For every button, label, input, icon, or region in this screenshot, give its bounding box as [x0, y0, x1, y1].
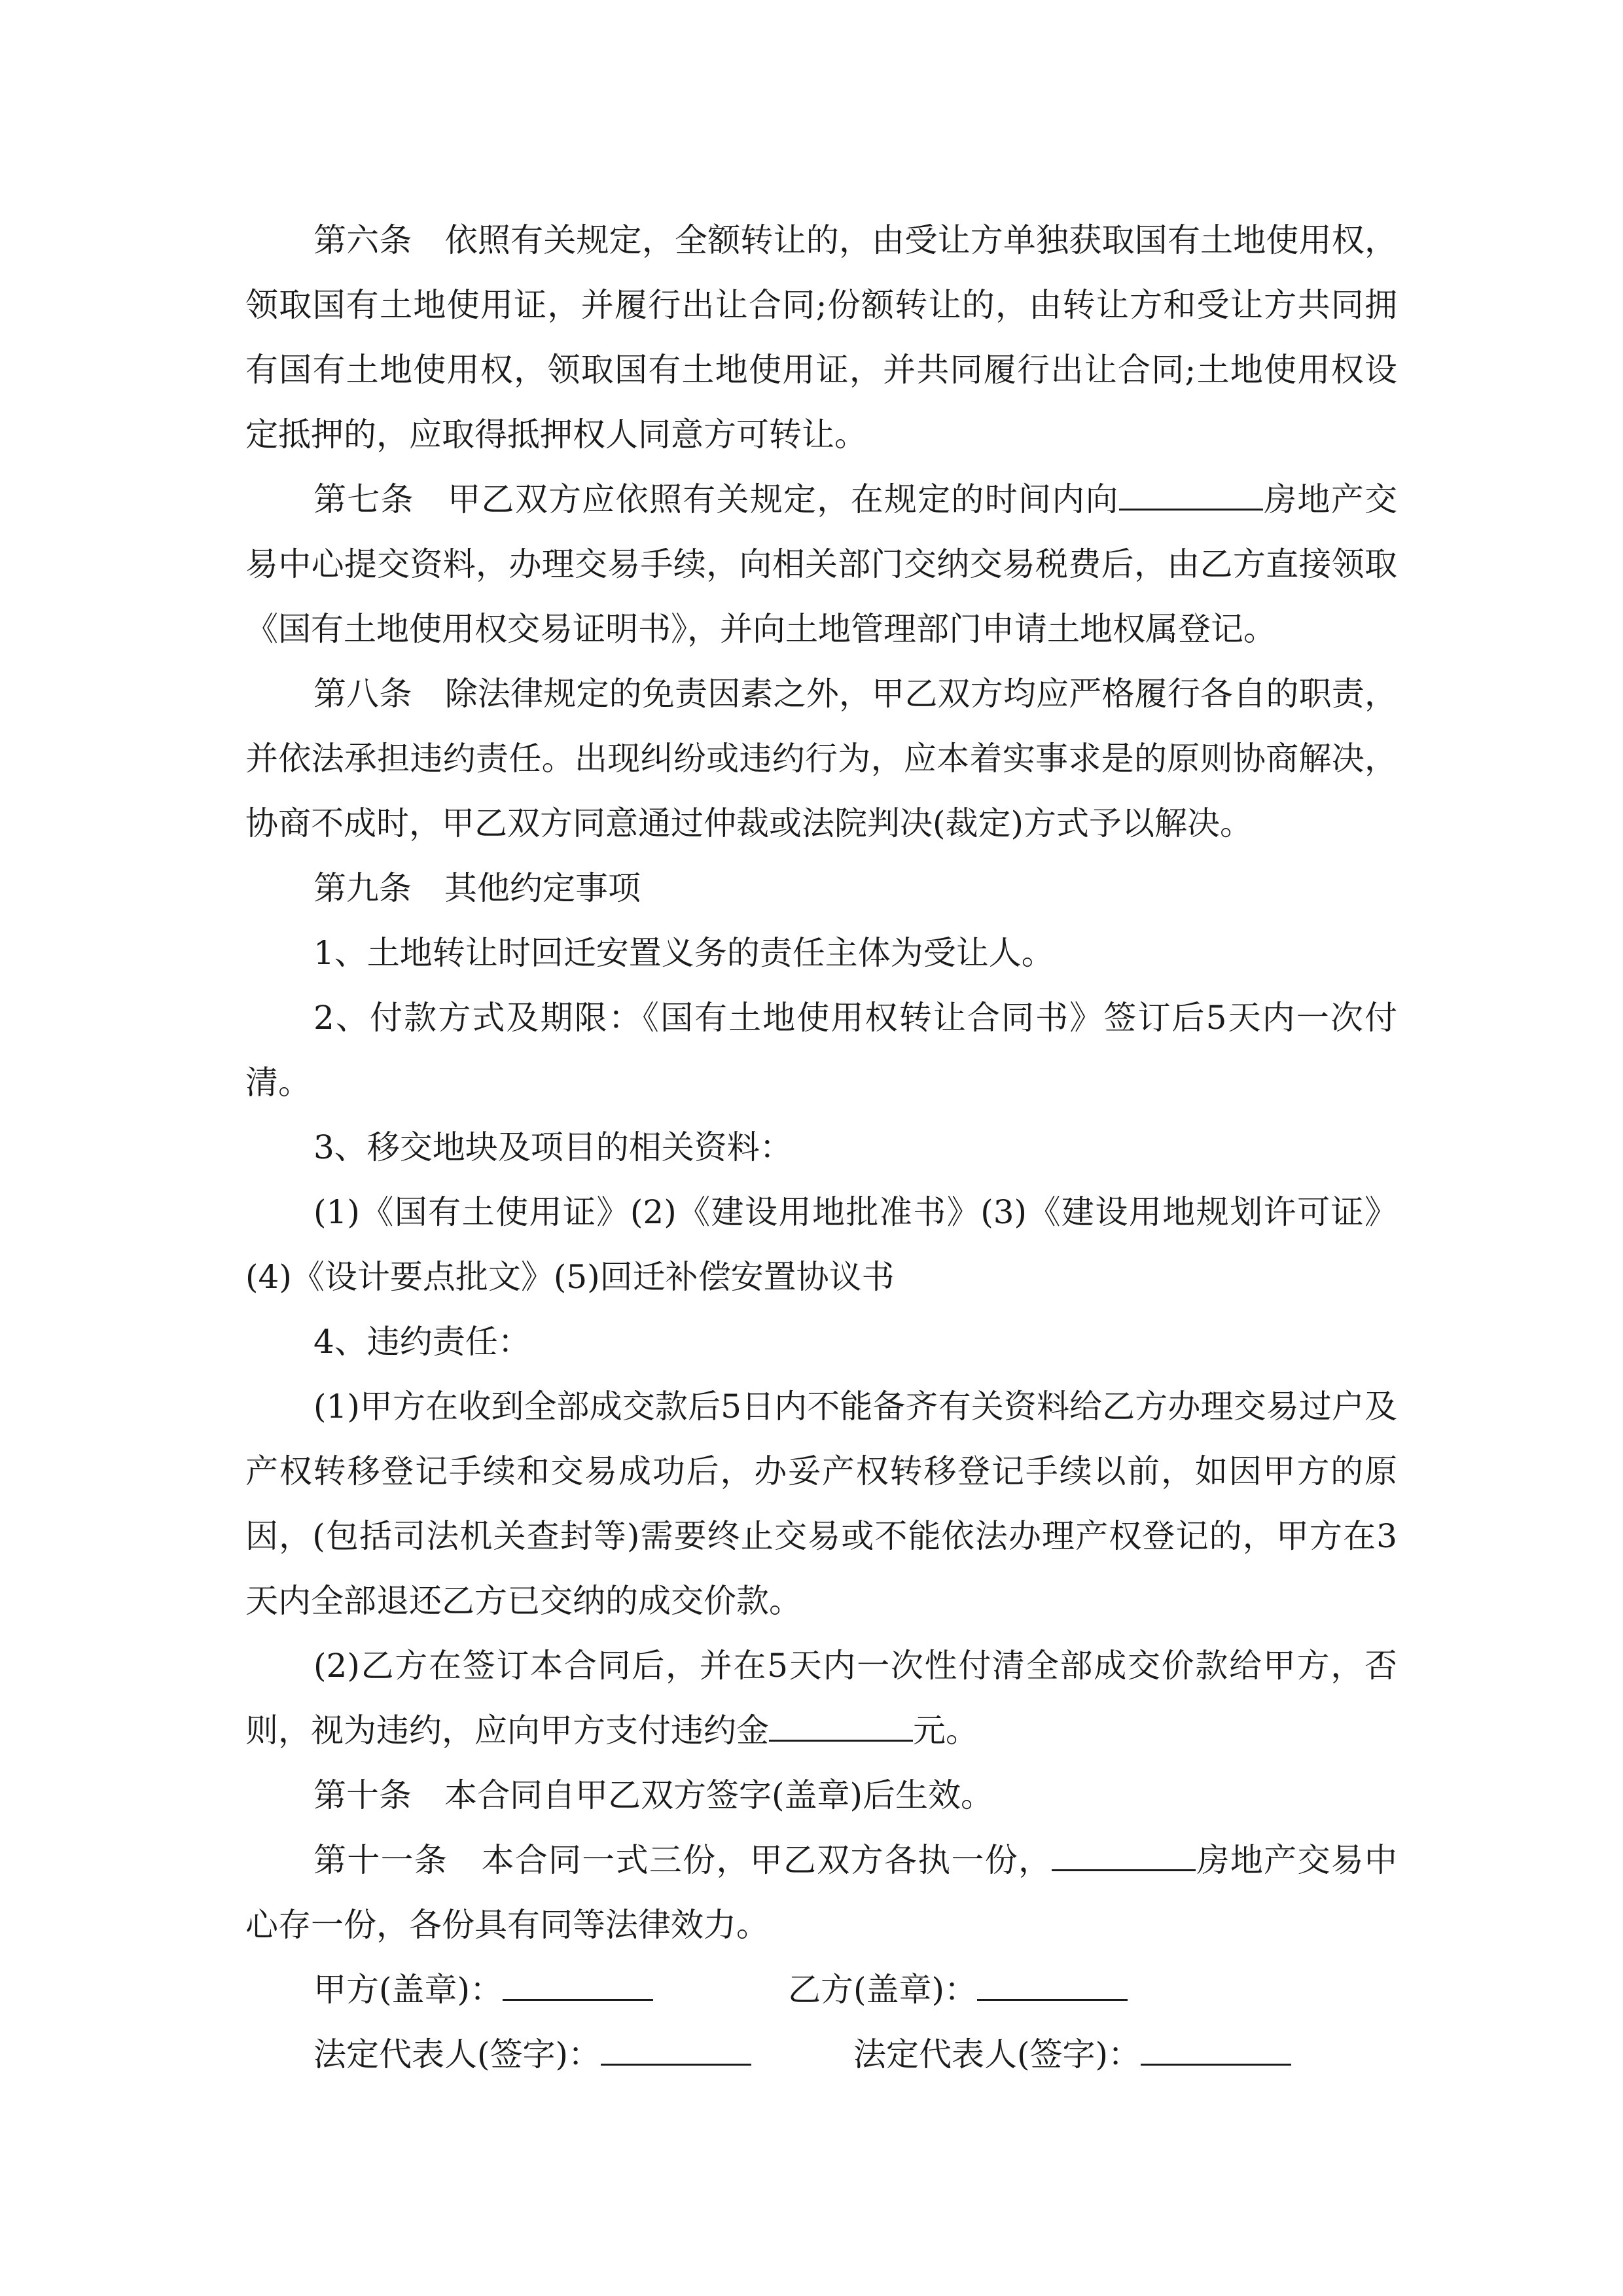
article-7-text-after: 房地产交易中心提交资料，办理交易手续，向相关部门交纳交易税费后，由乙方直接领取《国有土地使用权交易证明书》，并向土地管理部门申请土地权属登记。: [245, 480, 1398, 648]
party-a-rep-label: 法定代表人(签字)：: [313, 2036, 601, 2073]
article-6-text: 依照有关规定，全额转让的，由受让方单独获取国有土地使用权，领取国有土地使用证，并履行出让合同;份额转让的，由转让方和受让方共同拥有国有土地使用权，领取国有土地使用证，并共同履行出让合同;土地使用权设定抵押的，应取得抵押权人同意方可转让。: [245, 221, 1397, 454]
article-11-text-after: 房地产交易中心存一份，各份具有同等法律效力。: [245, 1841, 1398, 1944]
article-10-label: 第十条: [313, 1776, 412, 1814]
article-11-text-before: 本合同一式三份，甲乙双方各执一份，: [480, 1841, 1052, 1879]
party-b-seal: [788, 1958, 1128, 2022]
party-a-seal-label: 甲方(盖章)：: [313, 1971, 503, 2009]
article-9-item-4-2-before: (2)乙方在签订本合同后，并在5天内一次性付清全部成交价款给甲方，否则，视为违约，应向甲方支付违约金: [245, 1647, 1397, 1749]
article-6: [245, 208, 1397, 467]
party-b-rep: [853, 2022, 1291, 2087]
article-9-title: 其他约定事项: [444, 869, 641, 907]
article-11: [245, 1828, 1397, 1958]
article-9-item-1: 1、土地转让时回迁安置义务的责任主体为受让人。: [313, 934, 1054, 972]
blank-line: [1052, 1844, 1196, 1871]
party-a-seal: [313, 1958, 653, 2022]
party-b-rep-label: 法定代表人(签字)：: [853, 2036, 1141, 2073]
article-9-heading: [245, 856, 1397, 921]
article-8-text: 除法律规定的免责因素之外，甲乙双方均应严格履行各自的职责，并依法承担违约责任。出现纠纷或违约行为，应本着实事求是的原则协商解决，协商不成时，甲乙双方同意通过仲裁或法院判决(裁定)方式予以解决。: [245, 675, 1397, 842]
article-11-label: 第十一条: [313, 1841, 448, 1879]
article-9-item-3: 3、移交地块及项目的相关资料：: [313, 1128, 793, 1166]
article-9-item-3-docs: (1)《国有土使用证》(2)《建设用地批准书》(3)《建设用地规划许可证》(4)《设计要点批文》(5)回迁补偿安置协议书: [245, 1193, 1397, 1296]
article-9-item-4-1: (1)甲方在收到全部成交款后5日内不能备齐有关资料给乙方办理交易过户及产权转移登记手续和交易成功后，办妥产权转移登记手续以前，如因甲方的原因，(包括司法机关查封等)需要终止交易或不能依法办理产权登记的，甲方在3天内全部退还乙方已交纳的成交价款。: [245, 1388, 1397, 1620]
party-a-rep-blank: [601, 2039, 751, 2066]
party-a-rep: [313, 2022, 751, 2087]
article-9-label: 第九条: [313, 869, 412, 907]
party-b-rep-blank: [1141, 2039, 1291, 2066]
blank-line: [769, 1715, 913, 1742]
article-9-item-4-2: [245, 1634, 1397, 1763]
article-6-label: 第六条: [313, 221, 412, 259]
article-8: [245, 662, 1397, 856]
article-10: [245, 1763, 1397, 1828]
article-9-item-2: 2、付款方式及期限：《国有土地使用权转让合同书》签订后5天内一次付清。: [245, 999, 1397, 1102]
article-7-label: 第七条: [313, 480, 414, 518]
party-b-seal-label: 乙方(盖章)：: [788, 1971, 978, 2009]
article-8-label: 第八条: [313, 675, 412, 713]
blank-line: [1119, 484, 1263, 511]
party-a-seal-blank: [503, 1974, 653, 2001]
party-b-seal-blank: [977, 1974, 1128, 2001]
article-7-text-before: 甲乙双方应依照有关规定，在规定的时间内向: [446, 480, 1119, 518]
article-9-item-4: 4、违约责任：: [313, 1323, 531, 1361]
article-9-item-4-2-after: 元。: [913, 1712, 978, 1749]
article-10-text: 本合同自甲乙双方签字(盖章)后生效。: [444, 1776, 994, 1814]
article-7: [245, 467, 1397, 662]
